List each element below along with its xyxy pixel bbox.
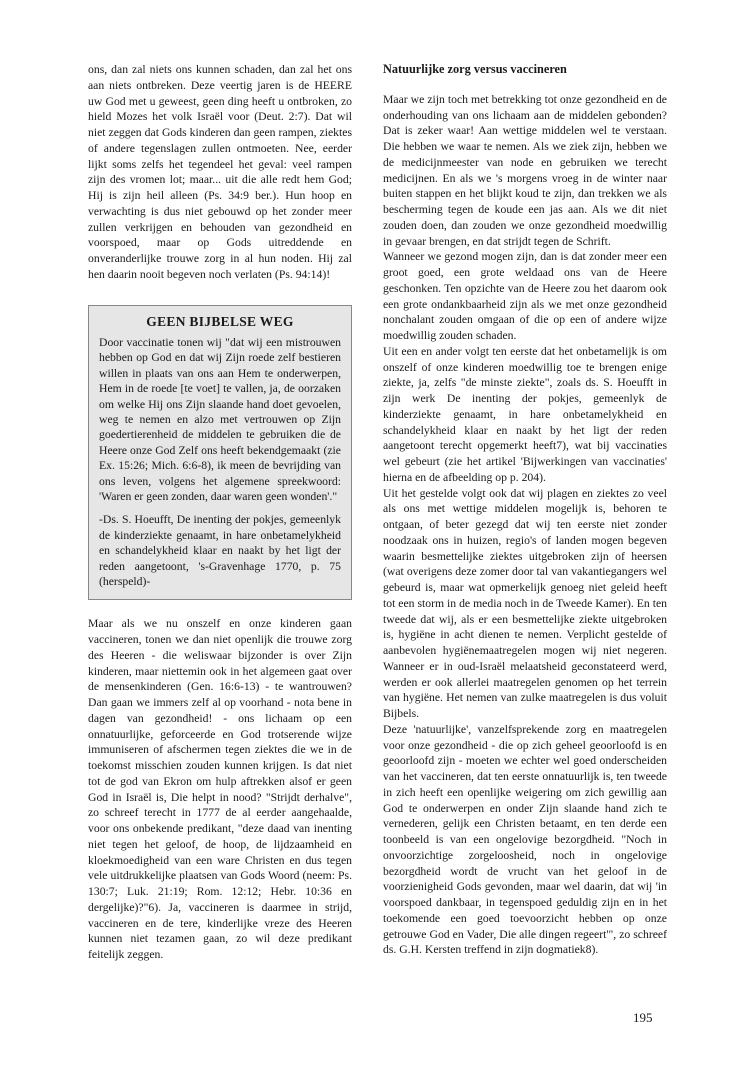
paragraph-1: Maar we zijn toch met betrekking tot onze gezondheid en de onderhouding van ons lichaam aan de middelen gebonden? Dat is zeker waar! Aan wettige middelen wel te verstaan. Die hebben we waar te nemen. Als we ziek zijn, hebben we de medicijnmeester van node en gebruiken we terecht medicijnen. En als we 's morgens vroeg in de winter naar buiten stappen en het blijkt koud te zijn, dan trekken we als bescherming tegen de koude een jas aan. Als we dit niet zouden doen, dan zouden we onze gezondheid moedwillig in gevaar brengen, en dat strijdt tegen de Schrift. xyxy=(383,92,667,248)
quote-box xyxy=(88,305,352,601)
body-paragraph: Maar als we nu onszelf en onze kinderen gaan vaccineren, tonen we dan niet openlijk die trouwe zorg des Heeren - die weliswaar bijzonder is over Zijn kinderen, maar niettemin ook in het algemeen gaat over de mensenkinderen (Gen. 16:6-13) - te wantrouwen? Dan gaan we immers zelf al op voorhand - nota bene in dagen van gezondheid! - ons lichaam op een onnatuurlijke, geforceerde en God trotserende wijze immuniseren of afschermen tegen ziektes die we in de toekomst misschien zouden kunnen krijgen. Is dat niet tot de god van Ekron om hulp aftrekken alsof er geen God in Israël is, Die helpt in nood? "Strijdt derhalve", zo schreef terecht in 1777 de al eerder aangehaalde, voor ons onbekende predikant, "deze daad van inenting niet tegen het geloof, de hoop, de lijdzaamheid en kloekmoedigheid van een ware Christen en dus tegen vele uitdrukkelijke plaatsen van Gods Woord (neem: Ps. 130:7; Luk. 21:19; Rom. 12:12; Hebr. 10:36 en dergelijke)?"6). Ja, vaccineren is daarmee in strijd, vaccineren en de tere, kinderlijke vreze des Heeren kunnen niet tezamen gaan, zo wil deze predikant feitelijk zeggen. xyxy=(88,617,352,962)
paragraph-4: Uit het gestelde volgt ook dat wij plagen en ziektes zo veel als ons met wettige middelen mogelijk is, behoren te ontgaan, of beter gezegd dat wij ten eerste niet zonder noodzaak ons in huizen, regio's of landen mogen begeven waarin besmettelijke ziektes uitgebroken zijn of heersen (wat overigens deze zomer door tal van vakantiegangers wel gebeurd is, maar wat opmerkelijk genoeg niet geleid heeft tot een storm in de media noch in de Tweede Kamer). En ten tweede dat wij, als er een besmettelijke ziekte uitgebroken is, hygiëne in acht dienen te nemen. Verplicht gestelde of aanbevolen hygiënemaatregelen mogen wij niet negeren. Wanneer er in oud-Israël melaatsheid geconstateerd werd, werden er ook allerlei maatregelen genomen op het terrein van hygiëne. Het nemen van zulke maatregelen is dus voluit Bijbels. xyxy=(383,486,667,720)
quote-box-title: GEEN BIJBELSE WEG xyxy=(146,313,294,329)
section-heading: Natuurlijke zorg versus vaccineren xyxy=(383,62,567,76)
intro-paragraph: ons, dan zal niets ons kunnen schaden, dan zal het ons aan niets ontbreken. Deze veertig jaren is de HEERE uw God met u geweest, geen ding heeft u ontbroken, zo hield Mozes het volk Israël voor (Deut. 2:7). Dat wil niet zeggen dat Gods kinderen dan geen rampen, ziektes of andere tegenslagen zullen ontmoeten. Nee, eerder lijkt soms zelfs het tegendeel het geval: veel rampen zijn des vromen lot; maar... uit die alle redt hem God; Hij is zijn heil alleen (Ps. 34:9 ber.). Hun hoop en verwachting is dus niet gebouwd op het zonder meer zullen verkrijgen en behouden van gezondheid en voorspoed, maar op Gods uitreddende en onveranderlijke trouwe zorg in al hun noden. Hij zal hen daarin nooit begeven noch verlaten (Ps. 94:14)! xyxy=(88,63,352,281)
paragraph-3: Uit een en ander volgt ten eerste dat het onbetamelijk is om onszelf of onze kinderen moedwillig toe te brengen enige ziekte, ja, zelfs "de minste ziekte", zoals ds. S. Hoeufft in zijn werk De inenting der pokjes, gemeenlyk de kinderziekte genaamt, in hare onbetamelykheid en schandelykheid klaar en naakt by het ligt der reden aangetoont terecht opgemerkt heeft7), wat bij vaccinaties wel gebeurt (zie het artikel 'Bijwerkingen van vaccinaties' hierna en de afbeelding op p. 204). xyxy=(383,344,667,484)
page-number: 195 xyxy=(633,1010,653,1025)
right-column xyxy=(383,62,667,958)
quote-box-attribution: -Ds. S. Hoeufft, De inenting der pokjes, gemeenlyk de kinderziekte genaamt, in hare onbetamelykheid en schandelykheid klaar en naakt by het ligt der reden aangetoont, 's-Gravenhage 1770, p. 75 (herspeld)- xyxy=(99,513,341,588)
left-column xyxy=(88,62,352,963)
quote-box-quote: Door vaccinatie tonen wij "dat wij een mistrouwen hebben op God en dat wij Zijn roede zelf bestieren willen in plaats van ons aan Hem te onderwerpen, Hem in de roede [te voet] te vallen, ja, de oorzaken om welke Hij ons Zijn slaande hand doet gevoelen, weg te nemen en alzo met vertrouwen op Zijn goedertierenheid de middelen te gebruiken die de Heere onze God Zelf ons heeft bekendgemaakt (zie Ex. 15:26; Mich. 6:6-8), ik meen de bevrijding van ons leven, volgens het algemene spreekwoord: 'Waren er geen zonden, daar waren geen wonden'." xyxy=(99,335,341,503)
paragraph-5: Deze 'natuurlijke', vanzelfsprekende zorg en maatregelen voor onze gezondheid - die op zich geheel geoorloofd is en geoorloofd zijn - moeten we echter wel goed onderscheiden van het vaccineren, dat ten eerste onnatuurlijk is, ten tweede in zich heeft een openlijke weigering om zich gewillig aan God te onderwerpen en onder Zijn slaande hand zich te vernederen, gelijk een Christen betaamt, en ten derde een toonbeeld is van een ongelovige bezorgdheid. "Noch in onvoorzichtige zorgeloosheid, noch in ongelovige bezorgdheid wordt de vrucht van het geloof in de voorzienigheid Gods gevonden, maar wel daarin, dat wij 'in voorspoed dankbaar, in tegenspoed geduldig zijn en in het toekomende een goed toevoorzicht hebben op onze getrouwe God en Vader, Die alle dingen regeert'", zo schreef ds. G.H. Kersten treffend in zijn dogmatiek8). xyxy=(383,722,667,957)
paragraph-2: Wanneer we gezond mogen zijn, dan is dat zonder meer een groot goed, een grote weldaad ons van de Heere geschonken. Ten opzichte van de Heere zou het daarom ook een grote ondankbaarheid zijn als we met onze gezondheid nonchalant zouden omgaan of die op een of andere wijze moedwillig zouden schaden. xyxy=(383,250,667,342)
